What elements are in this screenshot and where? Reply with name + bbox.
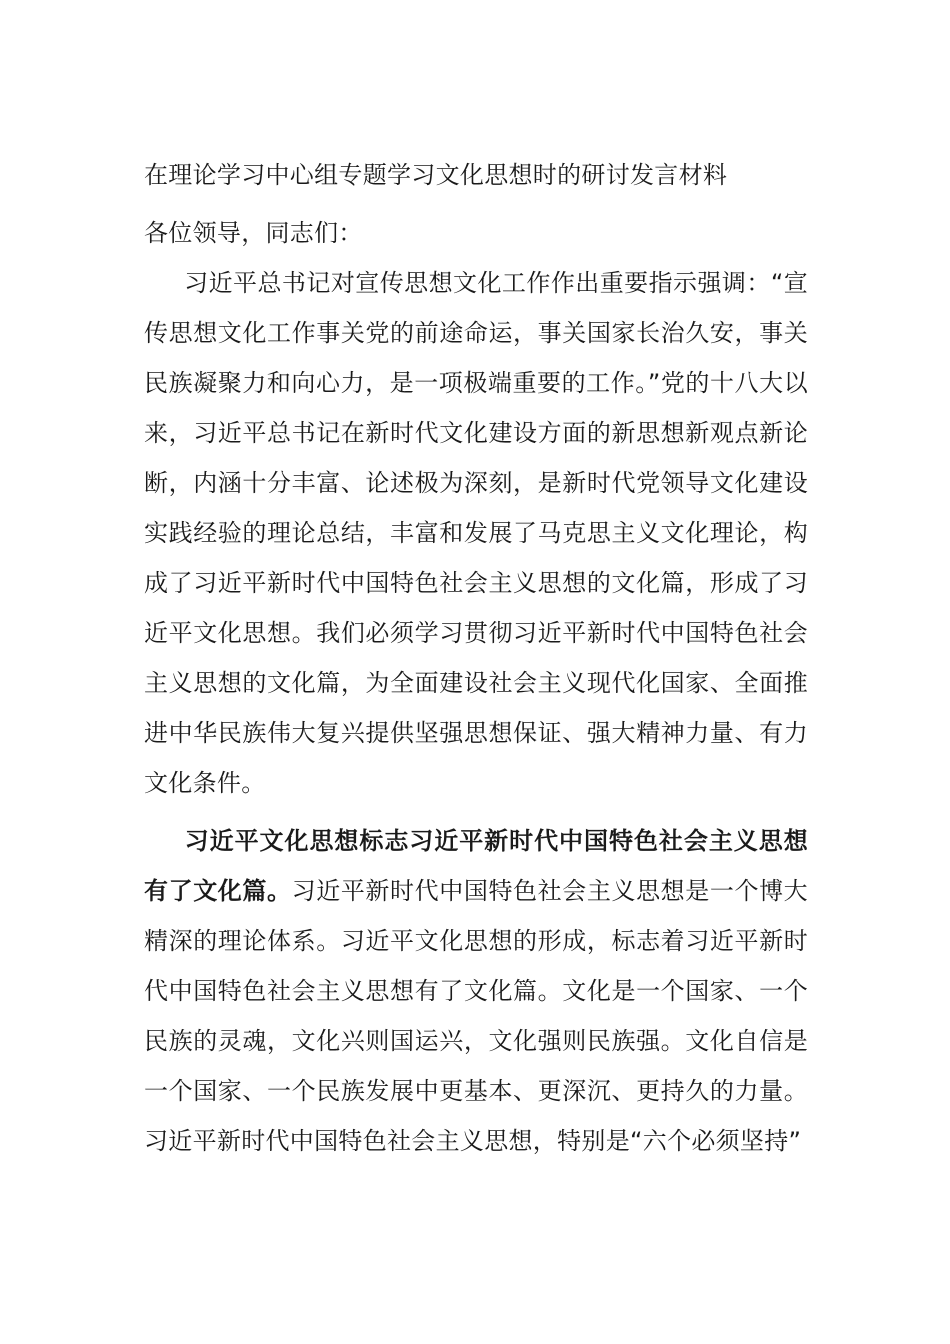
paragraph-section-one-text: 习近平新时代中国特色社会主义思想是一个博大精深的理论体系。习近平文化思想的形成，标志着习近平新时代中国特色社会主义思想有了文化篇。文化是一个国家、一个民族的灵魂，文化兴则国运兴，文化强则民族强。文化自信是一个国家、一个民族发展中更基本、更深沉、更持久的力量。习近平新时代中国特色社会主义思想，特别是“六个必须坚持” — [144, 877, 808, 1155]
paragraph-intro — [144, 258, 808, 808]
paragraph-intro-text: 习近平总书记对宣传思想文化工作作出重要指示强调：“宣传思想文化工作事关党的前途命运，事关国家长治久安，事关民族凝聚力和向心力，是一项极端重要的工作。”党的十八大以来，习近平总书记在新时代文化建设方面的新思想新观点新论断，内涵十分丰富、论述极为深刻，是新时代党领导文化建设实践经验的理论总结，丰富和发展了马克思主义文化理论，构成了习近平新时代中国特色社会主义思想的文化篇，形成了习近平文化思想。我们必须学习贯彻习近平新时代中国特色社会主义思想的文化篇，为全面建设社会主义现代化国家、全面推进中华民族伟大复兴提供坚强思想保证、强大精神力量、有力文化条件。 — [144, 269, 808, 797]
paragraph-section-one — [144, 816, 808, 1166]
document-body — [144, 150, 808, 1166]
document-title: 在理论学习中心组专题学习文化思想时的研讨发言材料 — [144, 161, 728, 189]
salutation: 各位领导，同志们： — [144, 219, 363, 247]
section-heading: 习近平文化思想标志习近平新时代中国特色社会主义思想有了文化篇。 — [144, 827, 808, 905]
